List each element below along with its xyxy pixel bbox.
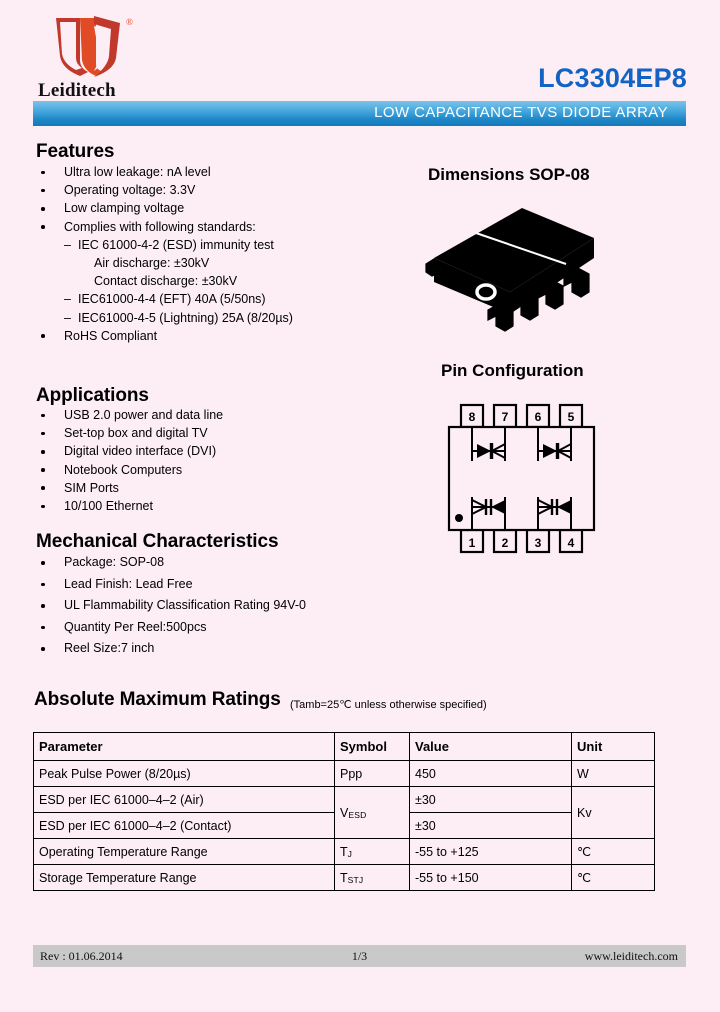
cell-parameter: Storage Temperature Range <box>34 865 335 891</box>
cell-unit: ℃ <box>572 865 655 891</box>
cell-unit: W <box>572 761 655 787</box>
list-item: Ultra low leakage: nA level <box>36 163 293 181</box>
list-item: Set-top box and digital TV <box>36 424 223 442</box>
list-item: Complies with following standards: <box>36 218 293 236</box>
cell-parameter: ESD per IEC 61000–4–2 (Air) <box>34 787 335 813</box>
cell-symbol: $T_J$ <box>335 839 410 865</box>
features-list <box>36 163 293 345</box>
pin-configuration-heading: Pin Configuration <box>441 361 584 380</box>
cell-symbol: Ppp <box>335 761 410 787</box>
pin-label-8: 8 <box>468 410 476 424</box>
cell-symbol: $T_{STJ}$ <box>335 865 410 891</box>
applications-heading: Applications <box>36 385 149 406</box>
pin-label-3: 3 <box>534 536 542 550</box>
cell-parameter: Operating Temperature Range <box>34 839 335 865</box>
pin-label-7: 7 <box>501 410 509 424</box>
pin-label-2: 2 <box>501 536 509 550</box>
cell-value: -55 to +125 <box>410 839 572 865</box>
table-row <box>34 761 655 787</box>
pin-label-6: 6 <box>534 410 542 424</box>
registered-trademark-icon: ® <box>126 17 133 27</box>
sop-08-package-drawing <box>418 196 618 341</box>
table-row <box>34 865 655 891</box>
column-header-unit: Unit <box>572 733 655 761</box>
list-item: Notebook Computers <box>36 461 223 479</box>
pin-label-1: 1 <box>468 536 476 550</box>
list-item: Operating voltage: 3.3V <box>36 181 293 199</box>
pin-label-4: 4 <box>567 536 575 550</box>
footer-website-url[interactable]: www.leiditech.com <box>584 949 678 963</box>
list-item: – IEC61000-4-4 (EFT) 40A (5/50ns) <box>36 290 293 308</box>
mechanical-heading: Mechanical Characteristics <box>36 531 279 552</box>
list-item: Package: SOP-08 <box>36 552 306 574</box>
list-item: Digital video interface (DVI) <box>36 442 223 460</box>
page-footer <box>33 945 686 967</box>
brand-name: Leiditech <box>38 80 116 101</box>
list-item: Lead Finish: Lead Free <box>36 574 306 596</box>
list-item: Quantity Per Reel:500pcs <box>36 617 306 639</box>
list-item: UL Flammability Classification Rating 94V-0 <box>36 595 306 617</box>
footer-page-number: 1/3 <box>351 949 368 963</box>
table-row <box>34 839 655 865</box>
footer-revision: Rev : 01.06.2014 <box>40 949 123 963</box>
absolute-maximum-ratings-table <box>33 732 655 891</box>
product-title: LOW CAPACITANCE TVS DIODE ARRAY <box>374 104 668 121</box>
features-heading: Features <box>36 141 115 162</box>
cell-parameter: ESD per IEC 61000–4–2 (Contact) <box>34 813 335 839</box>
product-title-bar <box>33 101 686 126</box>
pin-label-5: 5 <box>567 410 575 424</box>
cell-parameter: Peak Pulse Power (8/20µs) <box>34 761 335 787</box>
pin-configuration-diagram <box>441 401 599 556</box>
list-item: SIM Ports <box>36 479 223 497</box>
ratings-note: (Tamb=25℃ unless otherwise specified) <box>290 699 487 711</box>
mechanical-list <box>36 552 306 660</box>
applications-list <box>36 406 223 515</box>
pin1-dot-marker <box>455 514 463 522</box>
cell-value: ±30 <box>410 813 572 839</box>
ratings-heading: Absolute Maximum Ratings <box>34 689 281 710</box>
list-item: USB 2.0 power and data line <box>36 406 223 424</box>
cell-unit: ℃ <box>572 839 655 865</box>
leiditech-logo-icon <box>50 14 124 80</box>
list-item: Contact discharge: ±30kV <box>94 274 238 289</box>
cell-symbol: $V_{ESD}$ <box>335 787 410 839</box>
table-row <box>34 787 655 813</box>
cell-value: ±30 <box>410 787 572 813</box>
table-header-row <box>34 733 655 761</box>
list-item: – IEC 61000-4-2 (ESD) immunity test <box>36 236 293 254</box>
list-item: 10/100 Ethernet <box>36 497 223 515</box>
list-item: Air discharge: ±30kV <box>94 256 210 271</box>
list-item: – IEC61000-4-5 (Lightning) 25A (8/20µs) <box>36 309 293 327</box>
column-header-symbol: Symbol <box>335 733 410 761</box>
part-number: LC3304EP8 <box>538 63 687 93</box>
cell-value: -55 to +150 <box>410 865 572 891</box>
list-item: Low clamping voltage <box>36 199 293 217</box>
column-header-parameter: Parameter <box>34 733 335 761</box>
cell-unit: Kv <box>572 787 655 839</box>
dimensions-heading: Dimensions SOP-08 <box>428 165 590 184</box>
list-item: RoHS Compliant <box>36 327 293 345</box>
list-item: Reel Size:7 inch <box>36 638 306 660</box>
column-header-value: Value <box>410 733 572 761</box>
brand-logo <box>38 14 168 106</box>
cell-value: 450 <box>410 761 572 787</box>
page-header <box>0 0 720 130</box>
